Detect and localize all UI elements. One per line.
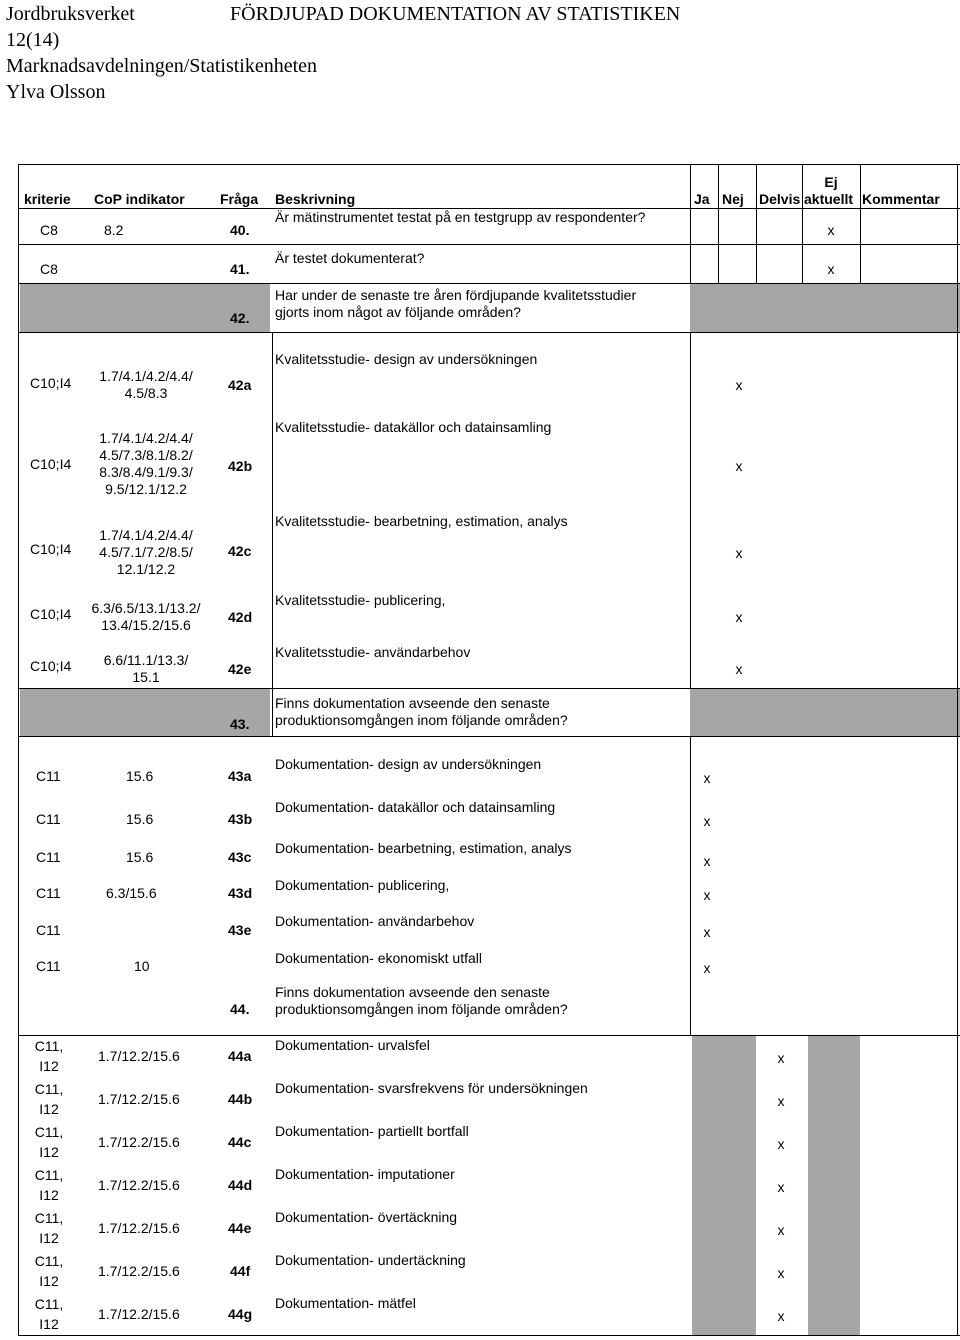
- question-number: 42e: [228, 661, 252, 677]
- mark-ej-aktuellt: x: [735, 377, 743, 393]
- mark-ej-aktuellt: x: [827, 261, 835, 277]
- author: Ylva Olsson: [6, 81, 106, 103]
- kriterie-line: I12: [39, 1230, 59, 1246]
- cop-cell: 15.6: [126, 811, 154, 827]
- col-kriterie: kriterie: [24, 191, 71, 207]
- gray-cell: [690, 283, 960, 332]
- description-cell: Dokumentation- imputationer: [275, 1166, 455, 1182]
- cop-line: 13.4/15.2/15.6: [101, 617, 191, 633]
- kriterie-cell: C10;I4: [30, 658, 72, 674]
- grid-line: [860, 208, 861, 209]
- cop-cell: 6.3/15.6: [106, 885, 157, 901]
- question-number: 42c: [228, 543, 252, 559]
- grid-line: [690, 164, 691, 283]
- cop-line: 1.7/4.1/4.2/4.4/: [99, 430, 193, 446]
- question-number: 43c: [228, 849, 252, 865]
- kriterie-cell: C8: [40, 261, 58, 277]
- description-cell: Dokumentation- datakällor och datainsamling: [275, 799, 556, 815]
- kriterie-line: C11,: [34, 1210, 64, 1226]
- mark-ja: x: [703, 960, 711, 976]
- description-cell: Dokumentation- övertäckning: [275, 1209, 458, 1225]
- cop-line: 4.5/8.3: [124, 385, 168, 401]
- grid-line: [18, 283, 960, 284]
- grid-line: [860, 164, 861, 283]
- description-cell: Dokumentation- användarbehov: [275, 913, 475, 929]
- question-number: 44e: [228, 1220, 252, 1236]
- kriterie-line: I12: [39, 1187, 59, 1203]
- grid-line: [18, 688, 960, 689]
- cop-line: 8.3/8.4/9.1/9.3/: [99, 464, 193, 480]
- department: Marknadsavdelningen/Statistikenheten: [6, 55, 318, 77]
- description-cell: Dokumentation- bearbetning, estimation, analys: [275, 840, 572, 856]
- question-number: 43e: [228, 922, 252, 938]
- cop-cell: 1.7/12.2/15.6: [98, 1048, 180, 1064]
- page-number: 12(14): [6, 29, 60, 51]
- grid-line: [272, 736, 273, 737]
- kriterie-cell: C11: [36, 885, 61, 901]
- cop-line: 15.1: [132, 669, 160, 685]
- grid-line: [718, 164, 719, 283]
- description-cell: Kvalitetsstudie- användarbehov: [275, 644, 471, 660]
- description-cell: Dokumentation- design av undersökningen: [275, 756, 542, 772]
- question-number: 44g: [228, 1306, 253, 1322]
- question-number: 40.: [230, 222, 250, 238]
- cop-line: 4.5/7.3/8.1/8.2/: [99, 447, 193, 463]
- kriterie-cell: C10;I4: [30, 606, 72, 622]
- gray-cell: [808, 1035, 860, 1335]
- grid-line: [18, 244, 960, 245]
- description-cell: Är mätinstrumentet testat på en testgrupp av respondenter?: [275, 209, 646, 225]
- description-cell: Dokumentation- undertäckning: [275, 1252, 466, 1268]
- col-delvis: Delvis: [759, 191, 801, 207]
- kriterie-line: I12: [39, 1316, 59, 1332]
- cop-cell: 15.6: [126, 849, 154, 865]
- description-cell: Dokumentation- ekonomiskt utfall: [275, 950, 482, 966]
- kriterie-cell: C11: [36, 768, 61, 784]
- col-ja: Ja: [694, 191, 710, 207]
- question-number: 44c: [228, 1134, 252, 1150]
- grid-line: [690, 332, 691, 688]
- grid-line: [957, 164, 958, 1335]
- kriterie-line: I12: [39, 1144, 59, 1160]
- cop-cell: 1.7/12.2/15.6: [98, 1134, 180, 1150]
- cop-cell: 8.2: [104, 222, 124, 238]
- mark-ja: x: [703, 887, 711, 903]
- description-line: Finns dokumentation avseende den senaste: [275, 984, 550, 1000]
- mark-ej-aktuellt: x: [735, 545, 743, 561]
- grid-line: [756, 164, 757, 283]
- description-cell: Dokumentation- mätfel: [275, 1295, 416, 1311]
- col-ej-line1: Ej: [824, 174, 838, 190]
- description-line: produktionsomgången inom följande områden?: [275, 712, 568, 728]
- kriterie-line: I12: [39, 1101, 59, 1117]
- mark-delvis: x: [777, 1265, 785, 1281]
- question-number: 43d: [228, 885, 253, 901]
- grid-line: [18, 164, 19, 1335]
- col-cop-indikator: CoP indikator: [94, 191, 185, 207]
- cop-line: 6.6/11.1/13.3/: [103, 652, 189, 668]
- col-fraga: Fråga: [220, 191, 259, 207]
- question-number: 42d: [228, 609, 253, 625]
- question-number: 44d: [228, 1177, 253, 1193]
- mark-delvis: x: [777, 1093, 785, 1109]
- kriterie-line: C11,: [34, 1081, 64, 1097]
- question-number: 43a: [228, 768, 252, 784]
- mark-ja: x: [703, 924, 711, 940]
- cop-line: 1.7/4.1/4.2/4.4/: [99, 527, 193, 543]
- cop-line: 6.3/6.5/13.1/13.2/: [91, 600, 201, 616]
- cop-cell: 1.7/12.2/15.6: [98, 1306, 180, 1322]
- description-line: Finns dokumentation avseende den senaste: [275, 695, 550, 711]
- description-cell: Är testet dokumenterat?: [275, 250, 425, 266]
- cop-cell: 15.6: [126, 768, 154, 784]
- grid-line: [18, 164, 960, 165]
- description-cell: Dokumentation- partiellt bortfall: [275, 1123, 469, 1139]
- mark-ej-aktuellt: x: [735, 661, 743, 677]
- kriterie-cell: C11: [36, 958, 61, 974]
- question-number: 42a: [228, 377, 252, 393]
- kriterie-line: I12: [39, 1273, 59, 1289]
- mark-ej-aktuellt: x: [735, 609, 743, 625]
- col-beskrivning: Beskrivning: [275, 191, 356, 207]
- grid-line: [272, 332, 273, 736]
- description-cell: Kvalitetsstudie- design av undersökningen: [275, 351, 538, 367]
- mark-delvis: x: [777, 1222, 785, 1238]
- kriterie-line: I12: [39, 1058, 59, 1074]
- question-number: 43b: [228, 811, 253, 827]
- col-nej: Nej: [722, 191, 744, 207]
- mark-ej-aktuellt: x: [735, 458, 743, 474]
- kriterie-line: C11,: [34, 1167, 64, 1183]
- kriterie-cell: C11: [36, 922, 61, 938]
- kriterie-cell: C10;I4: [30, 541, 72, 557]
- question-number: 44a: [228, 1048, 252, 1064]
- grid-line: [18, 736, 960, 737]
- description-line: produktionsomgången inom följande områden?: [275, 1001, 568, 1017]
- description-cell: Dokumentation- urvalsfel: [275, 1037, 430, 1053]
- col-ej-aktuellt: aktuellt: [804, 191, 854, 207]
- cop-line: 12.1/12.2: [116, 561, 176, 577]
- question-number: 44b: [228, 1091, 253, 1107]
- org-name: Jordbruksverket: [6, 3, 135, 25]
- cop-cell: 10: [134, 958, 150, 974]
- kriterie-cell: C8: [40, 222, 58, 238]
- description-line: Har under de senaste tre åren fördjupande kvalitetsstudier: [275, 287, 637, 303]
- mark-ej-aktuellt: x: [827, 222, 835, 238]
- document-title: FÖRDJUPAD DOKUMENTATION AV STATISTIKEN: [230, 3, 681, 25]
- cop-line: 9.5/12.1/12.2: [105, 481, 187, 497]
- mark-delvis: x: [777, 1308, 785, 1324]
- cop-cell: 1.7/12.2/15.6: [98, 1220, 180, 1236]
- col-kommentar: Kommentar: [862, 191, 940, 207]
- kriterie-line: C11,: [34, 1124, 64, 1140]
- kriterie-cell: C10;I4: [30, 375, 72, 391]
- mark-delvis: x: [777, 1179, 785, 1195]
- description-cell: Dokumentation- publicering,: [275, 877, 450, 893]
- mark-delvis: x: [777, 1136, 785, 1152]
- mark-ja: x: [703, 853, 711, 869]
- cop-line: 1.7/4.1/4.2/4.4/: [99, 368, 193, 384]
- question-number: 41.: [230, 261, 250, 277]
- mark-ja: x: [703, 813, 711, 829]
- question-number: 43.: [230, 716, 250, 732]
- cop-cell: 1.7/12.2/15.6: [98, 1177, 180, 1193]
- description-cell: Kvalitetsstudie- bearbetning, estimation, analys: [275, 513, 568, 529]
- mark-ja: x: [703, 770, 711, 786]
- question-number: 44.: [230, 1001, 250, 1017]
- grid-line: [18, 1335, 960, 1336]
- description-cell: Kvalitetsstudie- datakällor och datainsamling: [275, 419, 552, 435]
- question-number: 42b: [228, 458, 253, 474]
- cop-line: 4.5/7.1/7.2/8.5/: [99, 544, 193, 560]
- grid-line: [18, 332, 960, 333]
- kriterie-line: C11,: [34, 1296, 64, 1312]
- gray-cell: [692, 1035, 756, 1335]
- kriterie-cell: C11: [36, 811, 61, 827]
- kriterie-cell: C10;I4: [30, 456, 72, 472]
- cop-cell: 1.7/12.2/15.6: [98, 1263, 180, 1279]
- description-cell: Kvalitetsstudie- publicering,: [275, 592, 446, 608]
- mark-delvis: x: [777, 1050, 785, 1066]
- description-cell: Dokumentation- svarsfrekvens för undersökningen: [275, 1080, 588, 1096]
- question-number: 42.: [230, 310, 250, 326]
- cop-cell: 1.7/12.2/15.6: [98, 1091, 180, 1107]
- grid-line: [18, 1035, 960, 1036]
- kriterie-cell: C11: [36, 849, 61, 865]
- question-number: 44f: [230, 1263, 251, 1279]
- description-line: gjorts inom något av följande områden?: [275, 304, 521, 320]
- kriterie-line: C11,: [34, 1038, 64, 1054]
- kriterie-line: C11,: [34, 1253, 64, 1269]
- gray-cell: [690, 688, 960, 736]
- grid-line: [802, 208, 803, 209]
